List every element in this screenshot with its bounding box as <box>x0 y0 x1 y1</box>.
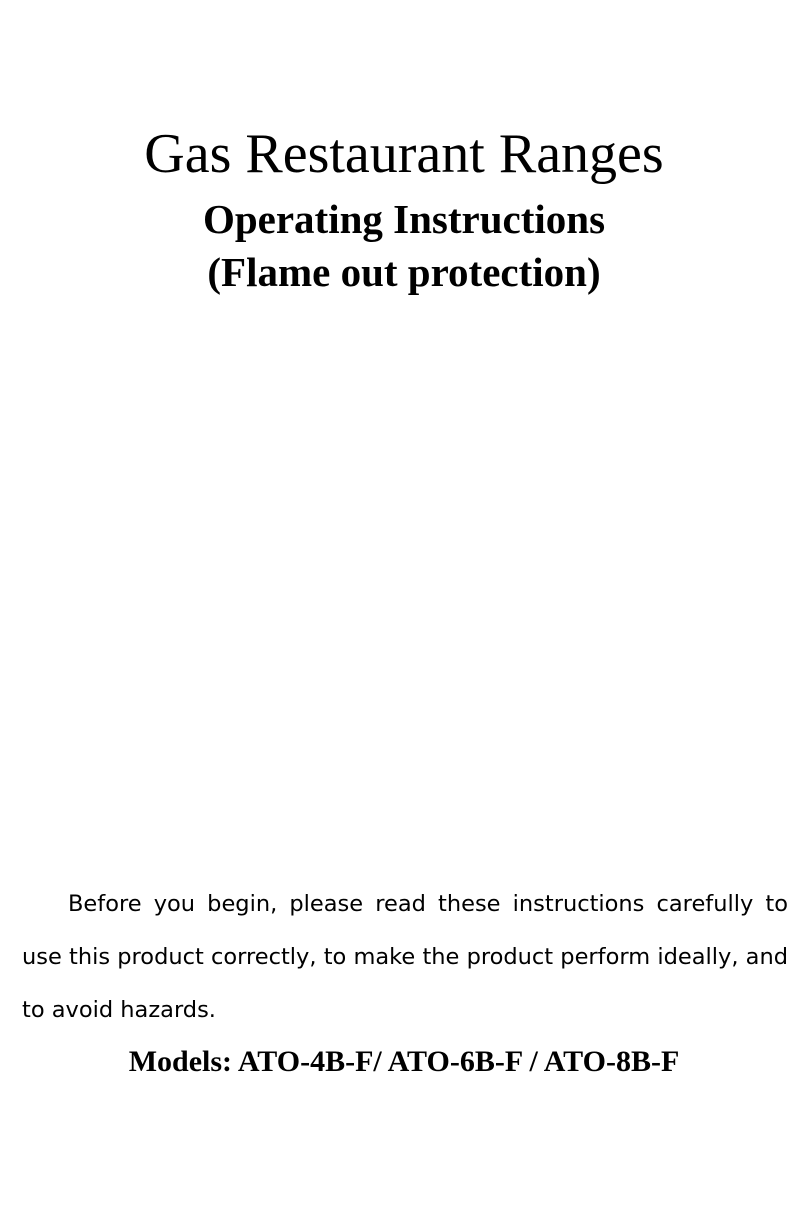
models-line: Models: ATO-4B-F/ ATO-6B-F / ATO-8B-F <box>128 1045 680 1078</box>
document-subtitle: Operating Instructions <box>202 196 606 242</box>
intro-paragraph: Before you begin, please read these instructions carefully to use this product correctly, to make the product perform ideally, and to avoid hazards. <box>22 891 788 1023</box>
document-subtitle-note: (Flame out protection) <box>207 249 601 295</box>
document-title: Gas Restaurant Ranges <box>144 123 664 185</box>
